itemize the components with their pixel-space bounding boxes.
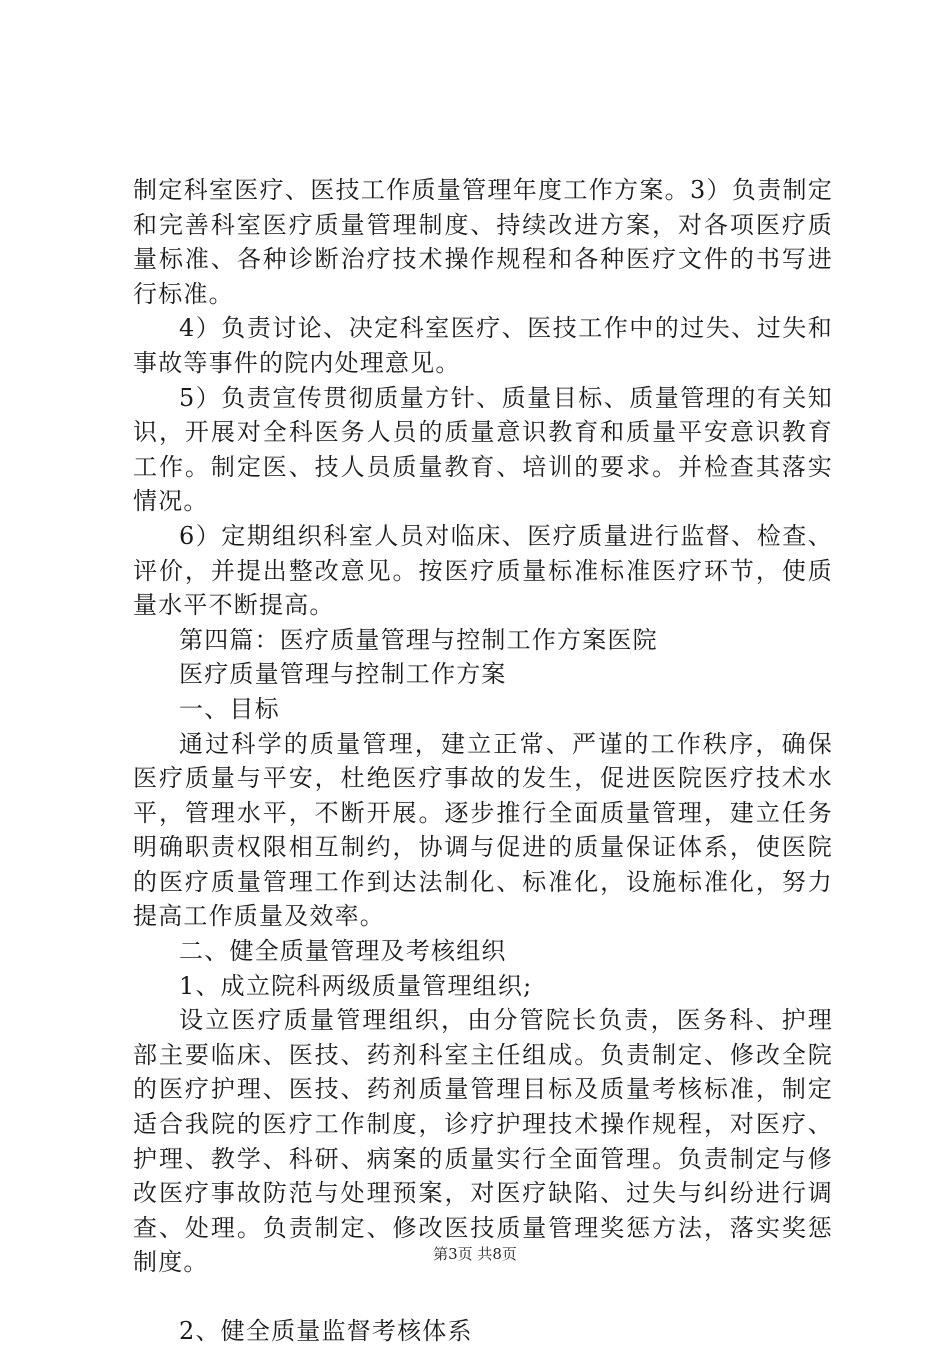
page-number-footer: 第3页 共8页 bbox=[433, 1245, 517, 1263]
document-body bbox=[133, 173, 833, 1349]
paragraph-organization-details: 设立医疗质量管理组织，由分管院长负责，医务科、护理部主要临床、医技、药剂科室主任组成。负责制定、修改全院的医疗护理、医技、药剂质量管理目标及质量考核标准，制定适合我院的医疗工作制度，诊疗护理技术操作规程，对医疗、护理、教学、科研、病案的质量实行全面管理。负责制定与修改医疗事故防范与处理预案，对医疗缺陷、过失与纠纷进行调查、处理。负责制定、修改医技质量管理奖惩方法，落实奖惩制度。 bbox=[133, 1006, 833, 1277]
subheading-supervision-system: 2、健全质量监督考核体系 bbox=[179, 1317, 473, 1345]
paragraph-plan-continuation: 制定科室医疗、医技工作质量管理年度工作方案。3）负责制定和完善科室医疗质量管理制度、持续改进方案，对各项医疗质量标准、各种诊断治疗技术操作规程和各种医疗文件的书写进行标准。 bbox=[133, 176, 833, 308]
section-heading-goals: 一、目标 bbox=[179, 694, 280, 723]
section-heading-organization: 二、健全质量管理及考核组织 bbox=[179, 937, 507, 966]
paragraph-item-6: 6）定期组织科室人员对临床、医疗质量进行监督、检查、评价，并提出整改意见。按医疗质量标准标准医疗环节，使质量水平不断提高。 bbox=[133, 521, 833, 620]
paragraph-goals: 通过科学的质量管理，建立正常、严谨的工作秩序，确保医疗质量与平安，杜绝医疗事故的发生，促进医院医疗技术水平，管理水平，不断开展。逐步推行全面质量管理，建立任务明确职责权限相互制约，协调与促进的质量保证体系，使医院的医疗质量管理工作到达法制化、标准化，设施标准化，努力提高工作质量及效率。 bbox=[133, 729, 833, 931]
document-title: 医疗质量管理与控制工作方案 bbox=[179, 660, 507, 689]
paragraph-item-5: 5）负责宣传贯彻质量方针、质量目标、质量管理的有关知识，开展对全科医务人员的质量意识教育和质量平安意识教育工作。制定医、技人员质量教育、培训的要求。并检查其落实情况。 bbox=[133, 383, 833, 516]
chapter-heading: 第四篇：医疗质量管理与控制工作方案医院 bbox=[179, 625, 658, 654]
subheading-two-level-organization: 1、成立院科两级质量管理组织; bbox=[179, 971, 533, 1000]
paragraph-item-4: 4）负责讨论、决定科室医疗、医技工作中的过失、过失和事故等事件的院内处理意见。 bbox=[133, 314, 833, 377]
